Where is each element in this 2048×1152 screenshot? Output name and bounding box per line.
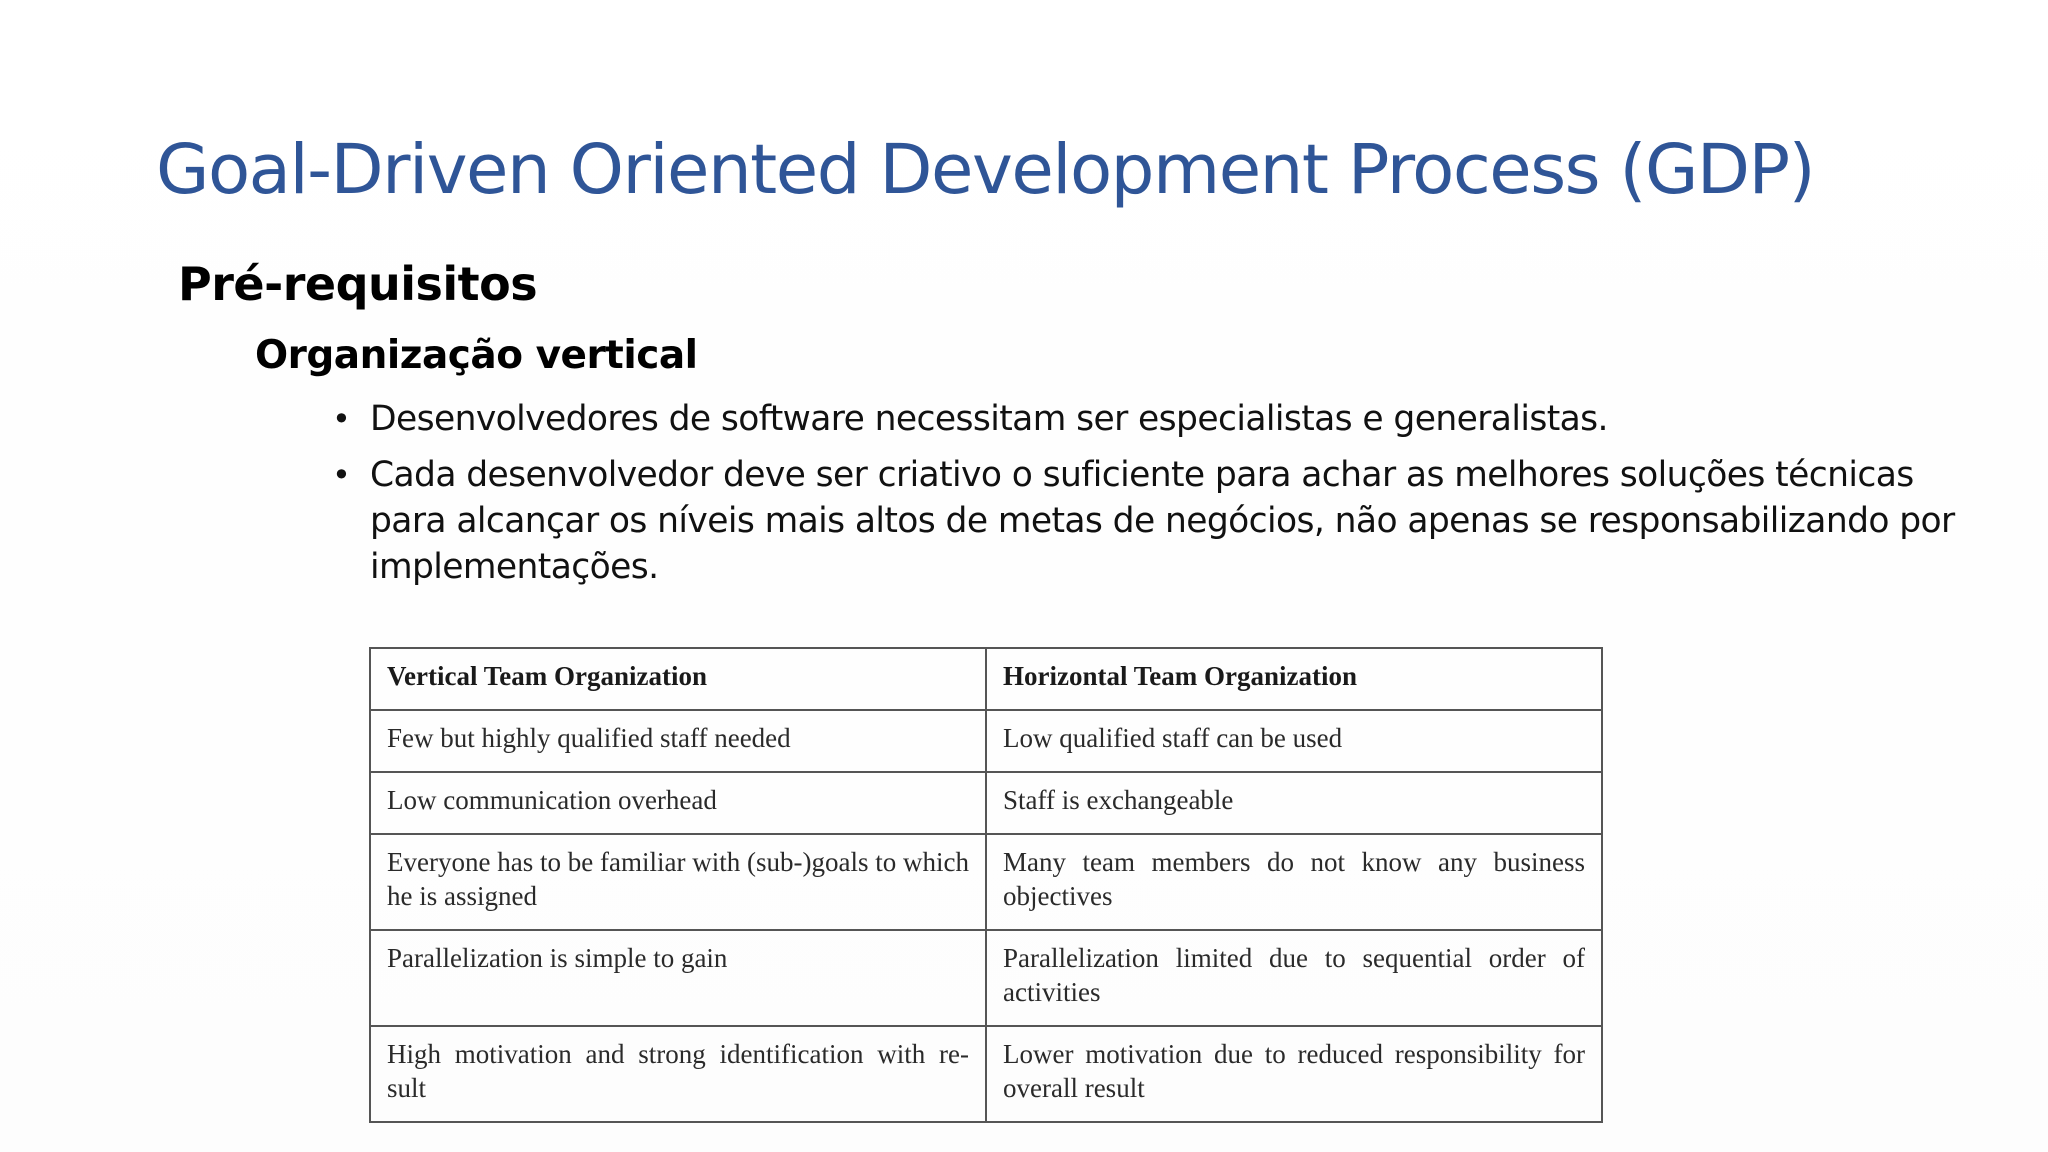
slide-title: Goal-Driven Oriented Development Process (GDP) [156,130,1815,210]
bullet-icon: • [332,400,351,438]
table-row [370,1026,1602,1122]
table-row [370,834,1602,930]
bullet-item [332,396,1972,442]
table-cell-vertical: Low communication overhead [370,772,986,834]
table-header-horizontal: Horizontal Team Organization [986,648,1602,710]
bullet-text: Cada desenvolvedor deve ser criativo o suficiente para achar as melhores soluções técnicas para alcançar os níveis mais altos de metas de negócios, não apenas se responsabilizando por implementações. [370,455,1955,587]
table-cell-vertical: Few but highly qualified staff needed [370,710,986,772]
table-row [370,710,1602,772]
section-subheading: Organização vertical [255,333,698,378]
table-cell-vertical: Parallelization is simple to gain [370,930,986,1026]
table-cell-horizontal: Many team members do not know any business objectives [986,834,1602,930]
bullet-icon: • [332,456,351,494]
table-row [370,772,1602,834]
bullet-item [332,452,1972,590]
comparison-table [369,647,1603,1123]
table-cell-horizontal: Parallelization limited due to sequential order of activities [986,930,1602,1026]
table-row [370,930,1602,1026]
table-cell-vertical: Everyone has to be familiar with (sub-)goals to which he is assigned [370,834,986,930]
bullet-list [332,396,1972,600]
table-header-row [370,648,1602,710]
section-heading: Pré-requisitos [178,257,538,311]
table-cell-horizontal: Staff is exchangeable [986,772,1602,834]
table-header-vertical: Vertical Team Organization [370,648,986,710]
comparison-table-container [369,647,1601,1120]
table-cell-horizontal: Low qualified staff can be used [986,710,1602,772]
bullet-text: Desenvolvedores de software necessitam ser especialistas e generalistas. [370,399,1608,439]
table-cell-horizontal: Lower motivation due to reduced responsibility for overall result [986,1026,1602,1122]
table-cell-vertical: High motivation and strong identification with re- sult [370,1026,986,1122]
